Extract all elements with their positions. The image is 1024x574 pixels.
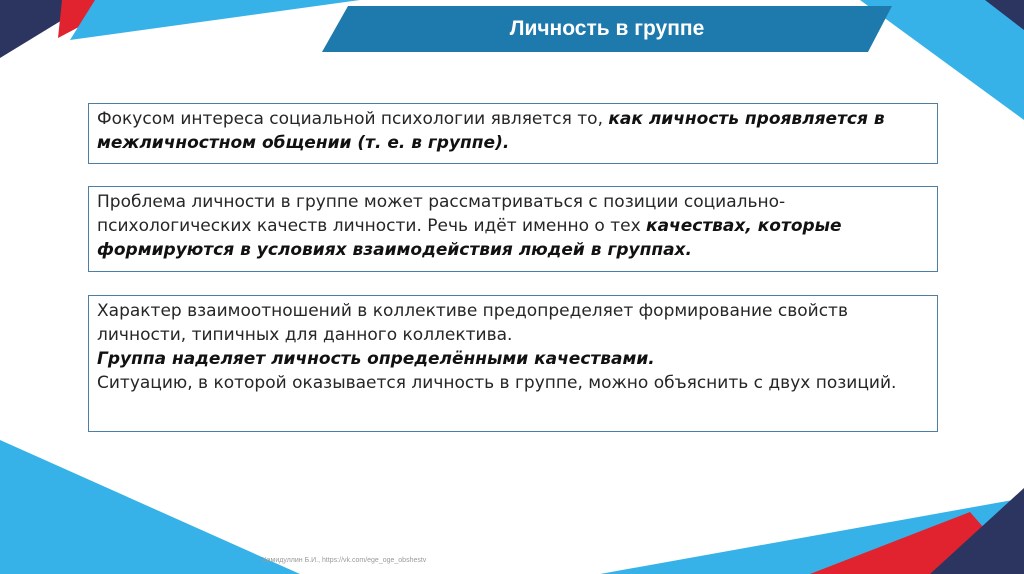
- card-1-emphasis: как личность проявляется в межличностном общении (т. е. в группе).: [97, 109, 885, 153]
- footer-attribution: Хамидуллин Б.И., https://vk.com/ege_oge_obshestv: [262, 557, 427, 564]
- card-3-emphasis: Группа наделяет личность определёнными качествами.: [97, 349, 655, 369]
- page-title: Личность в группе: [509, 17, 705, 40]
- card-2-emphasis: качествах, которые формируются в условиях взаимодействия людей в группах.: [97, 216, 842, 260]
- card-2-text: Проблема личности в группе может рассматриваться с позиции социально-психологических качеств личности. Речь идёт именно о тех: [97, 192, 786, 236]
- text-card-1: [88, 103, 938, 164]
- card-1-text: Фокусом интереса социальной психологии является то,: [97, 109, 609, 129]
- text-card-3: [88, 295, 938, 432]
- card-3-text-1: Характер взаимоотношений в коллективе предопределяет формирование свойств личности, типичных для данного коллектива.: [97, 301, 848, 345]
- bottom-left-blue-shape: [0, 440, 300, 574]
- card-3-text-2: Ситуацию, в которой оказывается личность в группе, можно объяснить с двух позиций.: [97, 373, 897, 393]
- text-card-2: [88, 186, 938, 272]
